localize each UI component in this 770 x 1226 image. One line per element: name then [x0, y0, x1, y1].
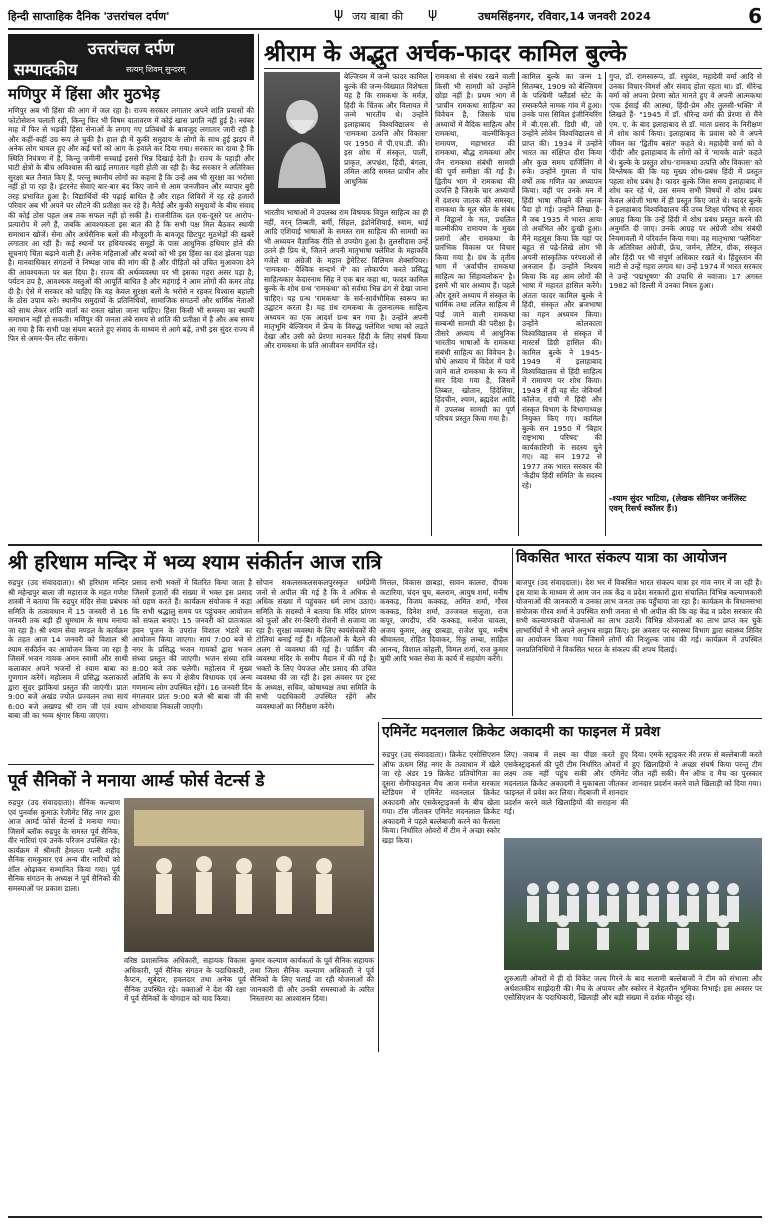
feature-col1-top: बेल्जियम में जन्मे फादर कामिल बुल्के की जन्म-विख्यात विशेषता यह है कि रामकथा के मर्मज्ञ, हिंदी के चिंतक और विलायत में जन्मे भारतीय थे। उन्होंने इलाहाबाद विश्वविद्यालय से 'रामकथा उत्पत्ति और विकास' पर 1950 में पी.एच.डी. की। इस शोध में संस्कृत, पाली, प्राकृत, अपभ्रंश, हिंदी, बंगला, तमिल आदि समस्त प्राचीन और आधुनिक: [344, 72, 428, 186]
editorial-tagline: सत्यम् शिवम् सुन्दरम्: [126, 65, 186, 74]
article2-col1: रुद्रपुर (उद संवाददाता)। श्री हरिधाम मन्दिर श्री महेन्द्रपुर बाला जी महाराज के महंत गणेश शास्त्री ने बताया कि रुद्रपुर मंदिर सेवा प्रबंधक समिति के तत्वावधान में 15 जनवरी से 16 जनवरी तक बड़ी ही धूमधाम के साथ मनाया जा रहा है। श्री श्याम सेवा मण्डल के कार्यक्रम के तहत आज 14 जनवरी को विशाल श्री श्याम संकीर्तन का आयोजन किया जा रहा है जिसमें भजन गायक अमन स्वामी और साथी कलाकार अपने भजनों से श्याम बाबा का गुणगान करेंगे। महोत्सव में प्रसिद्ध कलाकारों द्वारा सुंदर झांकियां प्रस्तुत की जाएंगी। प्रातः 9:00 बजे अखंड ज्योत प्रज्वलन तथा सायं 6:00 बजे अखण्ड श्री राम जी एवं श्याम बाबा जी का भव्य श्रृंगार किया जाएगा।: [8, 578, 128, 720]
feature-col1-bottom: भारतीय भाषाओं में उपलब्ध राम विषयक विपुल साहित्य का ही नहीं, वरन् तिब्बती, बर्मी, सिंहल, इंडोनेशियाई, स्याम, थाई आदि एशियाई भाषाओं के समस्त राम साहित्य की सामग्री का भी अध्ययन वैज्ञानिक रीति से उपयोग हुआ है। तुलसीदास उन्हें उतने ही प्रिय थे, जितने अपनी मातृभाषा फ्लेमिश के महाकवि गजेले या अंग्रेजी के महान ड्रेमेटिस्ट विलियम शेक्सपियर। 'रामकथा- वैश्विक सन्दर्भ में' का लोकार्पण करते प्रसिद्ध साहित्यकार केदारनाथ सिंह ने एक बार कहा था, फादर कामिल बुल्के के शोध ग्रन्थ 'रामकथा' को सर्वथा भिन्न ढंग से देखा जाना चाहिए। यह ग्रन्थ 'रामकथा' के सर्व-सार्वभौमिक स्वरूप का उद्घाटन करता है। यह ग्रंथ रामकथा के तुलनात्मक साहित्य अध्ययन का एक आदर्श ग्रन्थ बन गया है। उन्होंने अपनी मातृभूमि बेल्जियम में फ्रेंच के विरुद्ध फ्लेमिश भाषा को लड़ते देखा और उसी को प्रेरणा मानकर हिंदी के लिए संघर्ष किया और रामकथा के प्रति आजीवन समर्पित रहे।: [264, 208, 428, 350]
trident-icon: ψ: [334, 6, 344, 22]
article5-col1: रुद्रपुर (उद संवाददाता)। सैनिक कल्याण एवं पुनर्वास कुमाऊं रेजीमेंट सिंह नगर द्वारा आज आर्म्ड फोर्स वेटर्न्स डे मनाया गया। जिसमें ब्लॉक रुद्रपुर के समस्त पूर्व सैनिक, वीर नारियां एवं उनके परिजन उपस्थित रहे। कार्यक्रम में श्रीमती हेमलता पत्नी शहीद सैनिक रामकुमार एवं अन्य वीर नारियों को शॉल ओढ़ाकर सम्मानित किया गया। पूर्व सैनिक संगठन के अध्यक्ष ने पूर्व सैनिकों की समस्याओं पर प्रकाश डाला।: [8, 798, 120, 893]
article2-col4: मित्तल, विकास छाबड़ा, सावन कालरा, दीपक कटारिया, चंदन चुघ, बलराम, आयुष शर्मा, मनीष कक्कड़, विजय कक्कड़, अमित शर्मा, गौरव कक्कड़, दिनेश शर्मा, उज्जवल सलूजा, राज कपूर, जगदीप, रवि कक्कड़, मनोज चावला, अजय कुमार, अन्नू छाबड़ा, राजेश चुघ, मनीष श्रीवास्तव, रोहित दिवाकर, रिंकू लम्बा, साहिल आनन्द, विशाल कोहली, विमल शर्मा, राज कुमार चुघ़ी आदि भक्त सेवा के कार्य में सहयोग करेंगे।: [380, 578, 508, 663]
veterans-ceremony-photo: [124, 798, 374, 952]
section-rule: [8, 544, 762, 546]
editorial-body: मणिपुर अब भी हिंसा की आग में जल रहा है। राज्य सरकार लगातार अपने शांति प्रयासों की फोटोसेशन चलाती रही, किन्तु फिर भी विषम वातावरण में कोई खास प्रगति नहीं हुई है। नवंबर माह में फिर से भड़की हिंसा सेनाओं के लगाए गए प्रतिबंधों के बावजूद लगातार जारी रही है और कहीं-कहीं उग्र रूप ले चुकी है। हाल ही में कुकी समुदाय के लोगों के साथ हुई झड़प में अनेक लोग घायल हुए और कई घरों को आग के हवाले कर दिया गया। सरकार का दावा है कि स्थिति नियंत्रण में है, किन्तु जमीनी सच्चाई इससे भिन्न दिखाई देती है। राज्य के पहाड़ी और घाटी क्षेत्रों के बीच अविश्वास की खाई लगातार गहरी होती जा रही है। केंद्र सरकार ने अतिरिक्त सुरक्षा बल तैनात किए हैं, परन्तु स्थानीय लोगों का कहना है कि उन्हें अब भी सुरक्षा का भरोसा नहीं हो पा रहा है। इंटरनेट सेवाएं बार-बार बंद किए जाने से आम जनजीवन और व्यापार बुरी तरह प्रभावित हुआ है। विद्यार्थियों की पढ़ाई बाधित है और राहत शिविरों में रह रहे हजारों परिवार अब भी अपने घर लौटने की प्रतीक्षा कर रहे हैं। मैतेई और कुकी समुदायों के बीच संवाद की कोई ठोस पहल अब तक सफल नहीं हो सकी है। राजनीतिक दल एक-दूसरे पर आरोप-प्रत्यारोप में लगे हैं, जबकि आवश्यकता इस बात की है कि सभी पक्ष मिल बैठकर स्थायी समाधान खोजें। सेना और अर्धसैनिक बलों की मौजूदगी के बावजूद छिटपुट मुठभेड़ों की खबरें लगातार आ रही हैं। कई स्थानों पर हथियारबंद समूहों के पास आधुनिक हथियार होने की सूचनाएं चिंता बढ़ाने वाली हैं। अनेक महिलाओं और बच्चों को भी इस हिंसा का दंश झेलना पड़ा है। मानवाधिकार संगठनों ने निष्पक्ष जांच की मांग की है और पीड़ितों को उचित मुआवजा देने की आवश्यकता पर बल दिया है। राज्य की अर्थव्यवस्था पर भी इसका गहरा असर पड़ा है; पर्यटन ठप है, आवश्यक वस्तुओं की आपूर्ति बाधित है और महंगाई ने आम लोगों की कमर तोड़ दी है। ऐसे में सरकार को चाहिए कि वह केवल सुरक्षा बलों के भरोसे न रहकर विश्वास बहाली के ठोस उपाय करे। स्थानीय समुदायों के प्रतिनिधियों, सामाजिक संगठनों और धार्मिक नेताओं को साथ लेकर शांति वार्ता का रास्ता खोला जाना चाहिए। हिंसा किसी भी समस्या का स्थायी समाधान नहीं हो सकती। मणिपुर की जनता लंबे समय से शांति की प्रतीक्षा में है और अब समय आ गया है कि सभी पक्ष संयम बरतते हुए संवाद के माध्यम से आगे बढ़ें, तभी इस सुंदर राज्य में फिर से अमन-चैन लौट सकेगा।: [8, 106, 254, 343]
feature-col4: गुप्त, डॉ. रामस्वरूप, डॉ. रघुवंश, महादेवी वर्मा आदि से उनका विचार-विमर्श और संवाद होता रहता था। डॉ. धीरेन्द्र वर्मा को अपना प्रेरणा स्रोत मानते हुए वे अपनी आत्मकथा 'एक ईसाई की आस्था, हिंदी-प्रेम और तुलसी-भक्ति' में लिखते हैं- "1945 में डॉ. धीरेन्द्र वर्मा की प्रेरणा से मैंने एम. ए. के बाद इलाहाबाद से डॉ. माता प्रसाद के निरीक्षण में शोध कार्य किया। इलाहाबाद के प्रवास को वे अपने जीवन का 'द्वितीय बसंत' कहते थे। महादेवी वर्मा को वे 'दीदी' और इलाहाबाद के लोगों को वे 'मायके वाले' कहते थे। बुल्के के प्रस्तुत शोध-'रामकथा उत्पत्ति और विकास' को विश्लेषक की कि यह मुख्य शोध-प्रबंध हिंदी में प्रस्तुत पहला शोध प्रबंध है। फादर बुल्के जिस समय इलाहाबाद में शोध कर रहे थे, उस समय सभी विषयों में शोध प्रबंध केवल अंग्रेजी भाषा में ही प्रस्तुत किए जाते थे। फादर बुल्के ने इलाहाबाद विश्वविद्यालय की उच्च शिक्षा परिषद से सादर आग्रह किया कि उन्हें हिंदी में शोध प्रबंध प्रस्तुत करने की अनुमति दी जाए। उनके आग्रह पर अंग्रेजी शोध संबंधी नियमावली में परिवर्तन किया गया। वह मातृभाषा 'फ्लेमिश' के अतिरिक्त अंग्रेजी, फ्रेंच, जर्मन, लैटिन, ग्रीक, संस्कृत और हिंदी पर भी संपूर्ण अधिकार रखते थे। हिंदुस्तान की माटी से उन्हें गहरा लगाव था। उन्हें 1974 में भारत सरकार ने उन्हें 'पद्मभूषण' की उपाधि से नवाजा। 17 अगस्त 1982 को दिल्ली में उनका निधन हुआ।: [609, 72, 762, 290]
article4-col2: लिए) जवाब में लक्ष्य का पीछा करते हुए एसकेस्ट्राइकर्स की पूरी टीम निर्धारित ओवरों में लक्ष्य तक नहीं पहुंच सकी और एमिनेंट मदनलाल क्रिकेट अकादमी ने मुकाबला जीतकर फाइनल में प्रवेश कर लिया। गेंदबाजी में शानदार प्रदर्शन करने वाले खिलाड़ियों की सराहना की गई।: [504, 750, 628, 816]
article2-col2: प्रसाद सभी भक्तों में वितरित किया जाता है जिसमें हजारों की संख्या में भक्त इस प्रसाद को ग्रहण करते हैं। कार्यक्रम संयोजक ने कहा कि सभी श्रद्धालु समय पर पहुंचकर आयोजन को सफल बनाएं। 15 जनवरी को प्रातःकाल हवन पूजन के उपरांत विशाल भंडारे का आयोजन किया जाएगा। सायं 7:00 बजे से नगर के प्रसिद्ध भजन गायकों द्वारा भजन संध्या प्रस्तुत की जाएगी। भजन संध्या रात्रि 8:00 बजे तक चलेगी। महोत्सव में मुख्य अतिथि के रूप में क्षेत्रीय विधायक एवं अन्य गणमान्य लोग उपस्थित रहेंगे। 16 जनवरी दिन मंगलवार प्रातः 9:00 बजे श्री बाबा जी की शोभायात्रा निकाली जाएगी।: [132, 578, 252, 711]
editorial-heading: मणिपुर में हिंसा और मुठभेड़: [8, 85, 160, 103]
feature-byline: -श्याम सुंदर भाटिया, (लेखक सीनियर जर्नलिस्ट एवम् रिसर्च स्कॉलर हैं।): [609, 494, 747, 513]
cricket-team-photo: [504, 838, 762, 970]
masthead: [8, 6, 762, 26]
article5-col2: वरिष्ठ प्रशासनिक अधिकारी, सहायक विकास अधिकारी, पूर्व सैनिक संगठन के पदाधिकारी, कैप्टन, सूबेदार, हवलदार तथा अनेक पूर्व सैनिक उपस्थित रहे। वक्ताओं ने देश की रक्षा में पूर्व सैनिकों के योगदान को याद किया।: [124, 956, 246, 1003]
feature-col3: कामिल बुल्के का जन्म 1 सितम्बर, 1909 को बेल्जियम के पश्चिमी फ्लैंडर्स स्टेट के रम्सकपैले नामक गांव में हुआ। उनके पास सिविल इंजीनियरिंग में बी.एस.सी. डिग्री थी, जो उन्होंने लोवेन विश्वविद्यालय से प्राप्त की। 1934 में उन्होंने भारत का संक्षिप्त दौरा किया और कुछ समय दार्जिलिंग में रुके। उन्होंने गुमला में पांच वर्षों तक गणित का अध्यापन किया। वहीं पर उनके मन में हिंदी भाषा सीखने की ललक पैदा हो गई। उन्होंने लिखा है- मैं जब 1935 में भारत आया तो अचंभित और दुःखी हुआ। मैंने महसूस किया कि यहां पर बहुत से पढ़े-लिखे लोग भी अपनी सांस्कृतिक परंपराओं से अनजान हैं। उन्होंने निश्चय किया कि वह आम लोगों की भाषा में महारत हासिल करेंगे। अंततः फादर कामिल बुल्के ने हिंदी, संस्कृत और ब्रजभाषा का गहन अध्ययन किया। उन्होंने कोलकाता विश्वविद्यालय से संस्कृत में मास्टर्स डिग्री हासिल की। कामिल बुल्के ने 1945-1949 में इलाहाबाद विश्वविद्यालय से हिंदी साहित्य में रामायण पर शोध किया। 1949 में ही वह सेंट जेवियर्स कॉलेज, रांची में हिंदी और संस्कृत विभाग के विभागाध्यक्ष नियुक्त किए गए। कामिल बुल्के सन 1950 में 'बिहार राष्ट्रभाषा परिषद' की कार्यकारिणी के सदस्य चुने गए। वह सन 1972 से 1977 तक भारत सरकार की 'केंद्रीय हिंदी समिति' के सदस्य रहे।: [522, 72, 602, 490]
footer-rule: [8, 1216, 762, 1218]
article3-body: बाजपुर (उद संवाददाता)। देश भर में विकसित भारत संकल्प यात्रा हर गांव नगर में जा रही है। इस यात्रा के माध्यम से आम जन तक केंद्र व प्रदेश सरकारों द्वारा संचालित विभिन्न कल्याणकारी योजनाओं की जानकारी व उनका लाभ जनता तक पहुँचाया जा रहा है। कार्यक्रम के विधानसभा संयोजक गौरव शर्मा ने उपस्थित सभी जनता से भी अपील की कि वह केंद्र व प्रदेश सरकार की सभी कल्याणकारी योजनाओं का लाभ उठायें। विभिन्न योजनाओं का लाभ प्राप्त कर चुके लाभार्थियों ने भी अपने अनुभव साझा किए। इस अवसर पर स्वास्थ्य विभाग द्वारा स्वास्थ्य शिविर का आयोजन किया गया जिसमें लोगों की निःशुल्क जांच की गई। कार्यक्रम में उपस्थित जनप्रतिनिधियों ने विकसित भारत के संकल्प की शपथ दिलाई।: [516, 578, 762, 654]
article4-col3: दिया। एमके स्ट्राइकर की तरफ से बल्लेबाजी करते हुए खिलाड़ियों ने अच्छा संघर्ष किया परन्तु टीम जीत नहीं सकी। मैन ऑफ द मैच का पुरस्कार शानदार प्रदर्शन करने वाले खिलाड़ी को दिया गया।: [632, 750, 762, 788]
article3-headline: विकसित भारत संकल्प यात्रा का आयोजन: [516, 550, 727, 566]
column-divider: [605, 72, 606, 536]
section-rule: [382, 718, 762, 719]
column-divider: [512, 548, 513, 716]
section-rule: [8, 764, 374, 765]
portrait-photo: [264, 72, 340, 204]
feature-headline-rule: [264, 68, 762, 69]
article4-headline: एमिनेंट मदनलाल क्रिकेट अकादमी का फाइनल में प्रवेश: [382, 724, 661, 740]
trident-icon: ψ: [428, 6, 438, 22]
article4-col1: रुद्रपुर (उद संवाददाता)। क्रिकेट एसोसिएशन ऑफ ऊधम सिंह नगर के तत्वाधान में खेले जा रहे अंडर 19 क्रिकेट प्रतियोगिता का दूसरा सेमीफाइनल मैच आज मनोज सरकार स्टेडियम में एमिनेंट मदनलाल क्रिकेट अकादमी और एसकेस्ट्राइकर्स के बीच खेला गया। टॉस जीतकर एमिनेंट मदनलाल क्रिकेट अकादमी ने पहले बल्लेबाजी करने का फैसला किया। निर्धारित ओवरों में टीम ने अच्छा स्कोर खड़ा किया।: [382, 750, 500, 845]
article4-photo-caption: शुरुआती ओवरों में ही दो विकेट जल्द गिरने के बाद सलामी बल्लेबाजों ने टीम को संभाला और अर्धशतकीय साझेदारी की। मैच के अंपायर और स्कोरर ने बेहतरीन भूमिका निभाई। इस अवसर पर एसोसिएशन के पदाधिकारी, खिलाड़ी और बड़ी संख्या में दर्शक मौजूद रहे।: [504, 974, 762, 1002]
editorial-section-label: सम्पादकीय: [14, 60, 78, 79]
team-group-icon: [513, 849, 753, 959]
masthead-motto: जय बाबा की: [352, 10, 404, 23]
editorial-brand-box: [8, 34, 254, 80]
masthead-rule: [8, 28, 762, 30]
masthead-dateline: उधमसिंहनगर, रविवार,14 जनवरी 2024: [478, 10, 651, 23]
column-divider: [431, 72, 432, 536]
article5-col3: कुमार कल्याण कार्यकर्ता के पूर्व सैनिक सहायक तथा जिला सैनिक कल्याण अधिकारी ने पूर्व सैनिकों के लिए चलाई जा रही योजनाओं की जानकारी दी और उनकी समस्याओं के त्वरित निस्तारण का आश्वासन दिया।: [250, 956, 374, 1003]
page-number: 6: [748, 4, 762, 28]
column-divider: [258, 34, 259, 542]
feature-headline: श्रीराम के अद्भुत अर्चक-फादर कामिल बुल्के: [264, 41, 627, 67]
person-silhouette-icon: [272, 88, 332, 188]
feature-col2: रामकथा से संबंध रखने वाली किसी भी सामग्री को उन्होंने छोड़ा नहीं है। प्रथम भाग में 'प्राचीन रामकथा साहित्य' का विवेचन है, जिसके पांच अध्यायों में वैदिक साहित्य और रामकथा, वाल्मीकिकृत रामायण, महाभारत की रामकथा, बौद्ध रामकथा और जैन रामकथा संबंधी सामग्री की पूर्ण समीक्षा की गई है। द्वितीय भाग में रामकथा की उत्पत्ति है जिसके चार अध्यायों में दशरथ जातक की समस्या, रामकथा के मूल स्रोत के संबंध में विद्वानों के मत, प्रचलित वाल्मीकीय रामायण के मुख्य प्रसंगों और रामकथा के प्रारंभिक विकास पर विचार किया गया है। ग्रंथ के तृतीय भाग में 'अर्वाचीन रामकथा साहित्य का सिंहावलोकन' है। इसमें भी चार अध्याय हैं। पहले और दूसरे अध्याय में संस्कृत के धार्मिक तथा ललित साहित्य में पाई जाने वाली रामकथा सम्बन्धी सामग्री की परीक्षा है। तीसरे अध्याय में आधुनिक भारतीय भाषाओं के रामकथा संबंधी साहित्य का विवेचन है। चौथे अध्याय में विदेश में पाये जाने वाले रामकथा के रूप में सार दिया गया है, जिसमें तिब्बत, खोतान, हिंदेशिया, हिंदचीन, श्याम, ब्रह्मदेश आदि में उपलब्ध सामग्री का पूर्ण परिचय प्रस्तुत किया गया है।: [435, 72, 516, 423]
article2-headline: श्री हरिधाम मन्दिर में भव्य श्याम संकीर्तन आज रात्रि: [8, 550, 382, 574]
article2-col3: सोपान सकलसकलसकलपुरस्कृत धर्मप्रेमी जनों से अपील की गई है कि वे अधिक से अधिक संख्या में पहुंचकर धर्म लाभ उठाएं। समिति के सदस्यों ने बताया कि मंदिर प्रांगण को फूलों और रंग-बिरंगी रोशनी से सजाया जा रहा है। सुरक्षा व्यवस्था के लिए स्वयंसेवकों की टोलियां बनाई गई हैं। महिलाओं के बैठने की अलग से व्यवस्था की गई है। पार्किंग की व्यवस्था मंदिर के समीप मैदान में की गई है। भक्तों के लिए पेयजल और प्रसाद की उचित व्यवस्था की जा रही है। इस अवसर पर ट्रस्ट के अध्यक्ष, सचिव, कोषाध्यक्ष तथा समिति के सभी पदाधिकारी उपस्थित रहेंगे और व्यवस्थाओं का निरीक्षण करेंगे।: [256, 578, 376, 711]
editorial-section: [8, 34, 254, 542]
editorial-brand-title: उत्तरांचल दर्पण: [87, 39, 175, 58]
ceremony-group-icon: [134, 810, 364, 940]
column-divider: [378, 722, 379, 1052]
column-divider: [518, 72, 519, 536]
article5-headline: पूर्व सैनिकों ने मनाया आर्म्ड फोर्स वेटर्न्स डे: [8, 771, 265, 791]
masthead-paper-name: हिन्दी साप्ताहिक दैनिक 'उत्तरांचल दर्पण': [8, 10, 170, 23]
